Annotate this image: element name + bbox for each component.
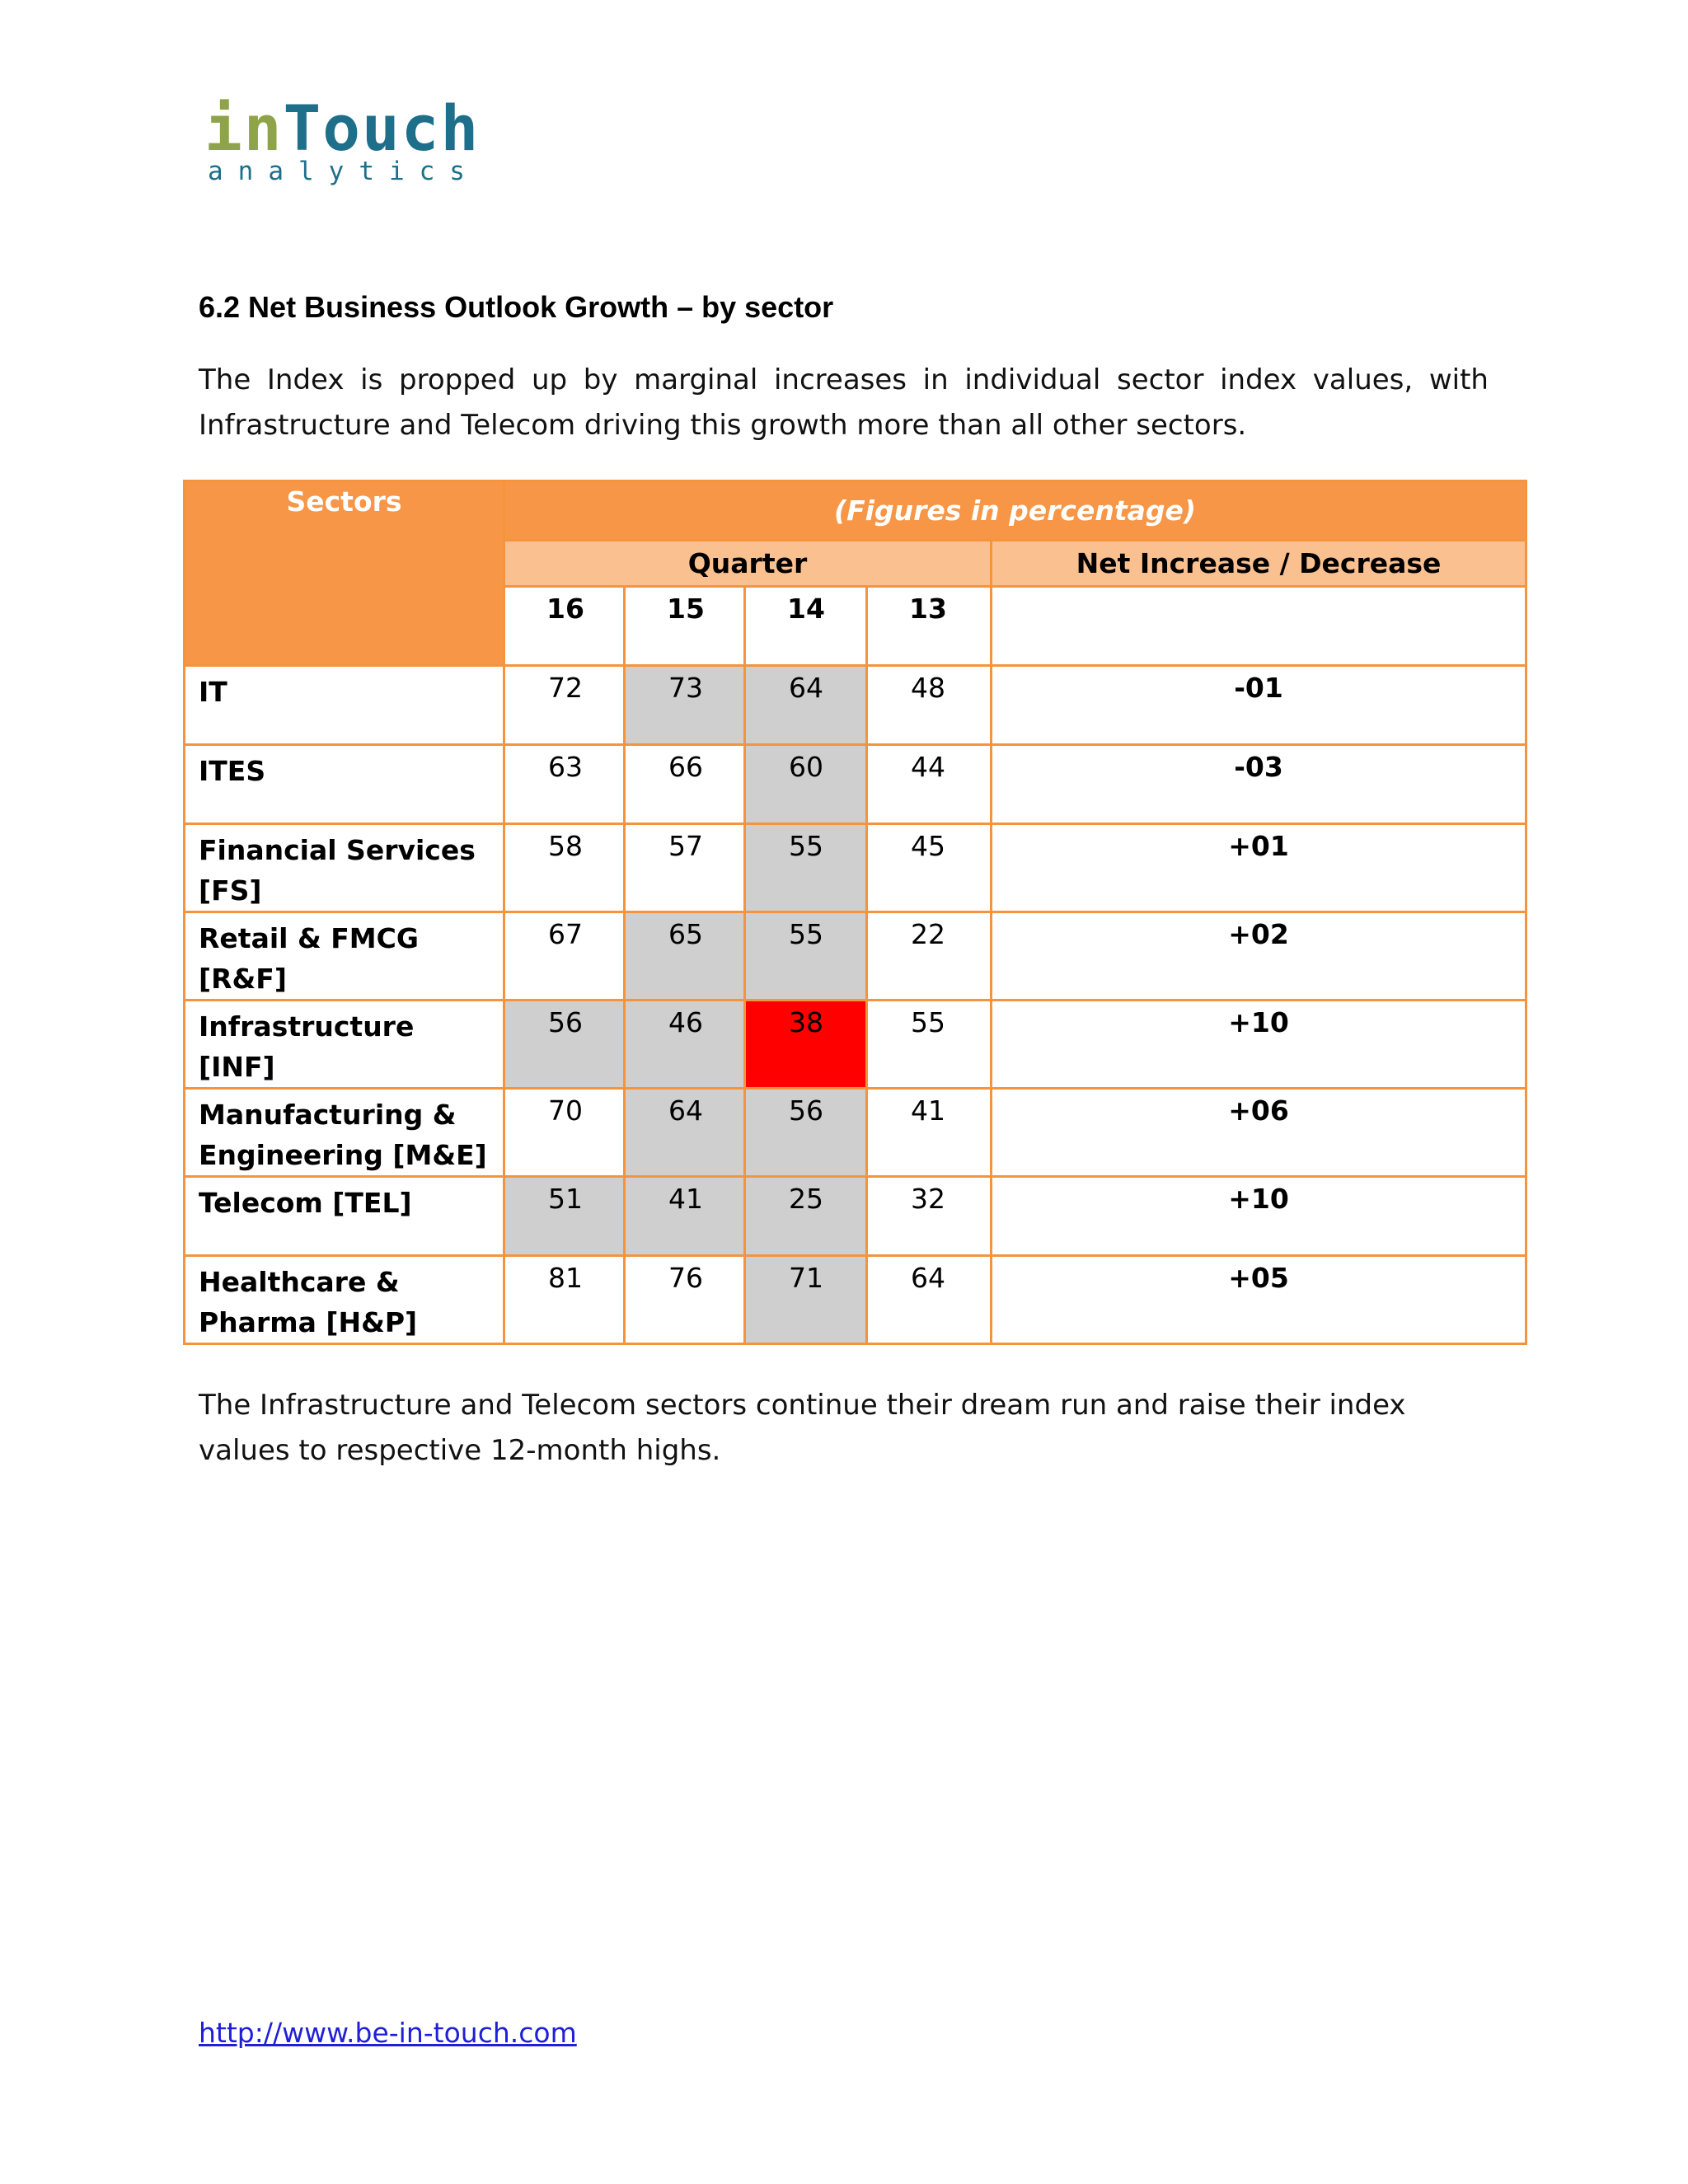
value-cell: 57: [625, 824, 745, 912]
value-cell: 44: [867, 745, 992, 824]
sector-label: Telecom [TEL]: [185, 1177, 504, 1256]
logo-part-touch: Touch: [283, 91, 481, 165]
net-change-cell: -03: [992, 745, 1526, 824]
intro-paragraph: The Index is propped up by marginal increases in individual sector index values, with Infrastructure and Telecom driving this growth more than all other sectors.: [199, 363, 1489, 442]
quarter-15-header: 15: [625, 587, 745, 666]
logo-subtitle: analytics: [208, 157, 480, 186]
quarter-14-header: 14: [745, 587, 867, 666]
value-cell: 56: [504, 1001, 625, 1089]
table-row: [185, 1177, 1526, 1256]
sectors-header: Sectors: [185, 481, 504, 666]
intouch-analytics-logo: [204, 91, 481, 188]
value-cell: 55: [745, 912, 867, 1001]
net-change-cell: +10: [992, 1177, 1526, 1256]
value-cell: 58: [504, 824, 625, 912]
table-row: [185, 666, 1526, 745]
table-row: [185, 1001, 1526, 1089]
sector-label: Retail & FMCG [R&F]: [185, 912, 504, 1001]
table-row: [185, 912, 1526, 1001]
value-cell: 25: [745, 1177, 867, 1256]
sector-outlook-table: [183, 480, 1527, 1345]
value-cell: 51: [504, 1177, 625, 1256]
value-cell: 70: [504, 1089, 625, 1177]
net-change-cell: +10: [992, 1001, 1526, 1089]
value-cell: 45: [867, 824, 992, 912]
sector-label: Manufacturing & Engineering [M&E]: [185, 1089, 504, 1177]
figures-note: (Figures in percentage): [504, 481, 1526, 541]
table-row: [185, 745, 1526, 824]
section-title: 6.2 Net Business Outlook Growth – by sector: [199, 290, 834, 324]
net-change-header: Net Increase / Decrease: [992, 541, 1526, 587]
value-cell: 46: [625, 1001, 745, 1089]
sector-label: ITES: [185, 745, 504, 824]
value-cell: 67: [504, 912, 625, 1001]
value-cell: 55: [745, 824, 867, 912]
value-cell: 41: [625, 1177, 745, 1256]
value-cell: 76: [625, 1256, 745, 1344]
value-cell: 64: [867, 1256, 992, 1344]
value-cell: 66: [625, 745, 745, 824]
sector-label: IT: [185, 666, 504, 745]
footer-website-link[interactable]: http://www.be-in-touch.com: [199, 2017, 577, 2049]
value-cell-highlighted: 38: [745, 1001, 867, 1089]
quarter-header: Quarter: [504, 541, 992, 587]
value-cell: 81: [504, 1256, 625, 1344]
value-cell: 65: [625, 912, 745, 1001]
table-row: [185, 824, 1526, 912]
value-cell: 73: [625, 666, 745, 745]
value-cell: 64: [745, 666, 867, 745]
header-blank-cell: [992, 587, 1526, 666]
table-row: [185, 1089, 1526, 1177]
value-cell: 41: [867, 1089, 992, 1177]
value-cell: 60: [745, 745, 867, 824]
value-cell: 71: [745, 1256, 867, 1344]
logo-part-in: in: [204, 91, 284, 165]
logo-wordmark: [204, 91, 481, 165]
value-cell: 72: [504, 666, 625, 745]
net-change-cell: +05: [992, 1256, 1526, 1344]
sector-label: Healthcare & Pharma [H&P]: [185, 1256, 504, 1344]
value-cell: 22: [867, 912, 992, 1001]
net-change-cell: +06: [992, 1089, 1526, 1177]
sector-label: Financial Services [FS]: [185, 824, 504, 912]
net-change-cell: -01: [992, 666, 1526, 745]
value-cell: 48: [867, 666, 992, 745]
value-cell: 64: [625, 1089, 745, 1177]
quarter-16-header: 16: [504, 587, 625, 666]
closing-paragraph: The Infrastructure and Telecom sectors continue their dream run and raise their index values to respective 12-month highs.: [199, 1389, 1406, 1467]
table-row: [185, 1256, 1526, 1344]
value-cell: 32: [867, 1177, 992, 1256]
net-change-cell: +01: [992, 824, 1526, 912]
value-cell: 63: [504, 745, 625, 824]
net-change-cell: +02: [992, 912, 1526, 1001]
quarter-13-header: 13: [867, 587, 992, 666]
value-cell: 55: [867, 1001, 992, 1089]
value-cell: 56: [745, 1089, 867, 1177]
sector-label: Infrastructure [INF]: [185, 1001, 504, 1089]
